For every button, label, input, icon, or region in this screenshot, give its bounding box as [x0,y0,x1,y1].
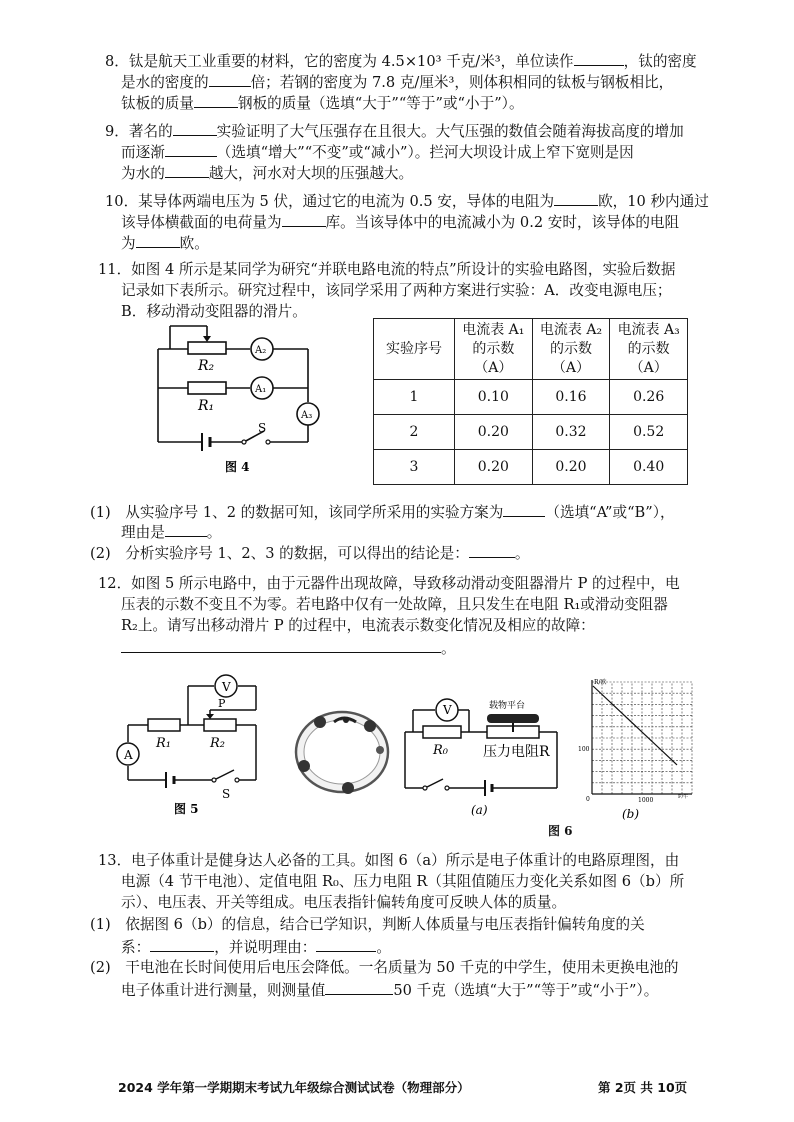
q10-blank2[interactable] [282,212,326,227]
q13-blank3[interactable] [325,980,393,995]
figure-5-circuit [110,670,290,820]
q13-sub2-line1: (2) 干电池在长时间使用后电压会降低。一名质量为 50 千克的中学生，使用未更换电池的 [90,959,679,976]
scale-photo-image [290,700,400,800]
q11-sub1-line1: (1) 从实验序号 1、2 的数据可知，该同学所采用的实验方案为 （选填“A”或“B”）， [90,504,675,521]
q11-sub1-line2: 理由是 。 [121,524,222,541]
q13-line2: 电源（4 节干电池）、定值电阻 R₀、压力电阻 R（其阻值随压力变化关系如图 6（b）所 [121,873,685,890]
table-row: 2 0.20 0.32 0.52 [374,415,688,450]
q11-blank3[interactable] [469,543,515,558]
q10-line2: 该导体横截面的电荷量为 库。当该导体中的电流减小为 0.2 安时，该导体的电阻 [121,214,680,231]
fig6-caption: 图 6 [548,824,573,838]
q8-blank2[interactable] [209,72,251,87]
platform-plate [487,714,539,723]
fig4-a1-label: A₁ [255,384,267,395]
q11-sub2: (2) 分析实验序号 1、2、3 的数据，可以得出的结论是： 。 [90,545,530,562]
q12-answer: 。 [121,638,456,658]
page-number: 第 2页 共 10页 [598,1080,688,1095]
figure-4-circuit [140,318,340,478]
q13-line1: 13．电子体重计是健身达人必备的工具。如图 6（a）所示是电子体重计的电路原理图，由 [98,852,680,869]
fig5-r1-label: R₁ [156,736,171,751]
q12-line2: 压表的示数不变且不为零。若电路中仅有一处故障，且只发生在电阻 R₁或滑动变阻器 [121,596,668,613]
fig6b-origin: 0 [586,796,590,803]
q13-line3: 示）、电压表、开关等组成。电压表指针偏转角度可反映人体的质量。 [121,894,567,911]
table-header-row [374,319,688,380]
q11-line3: B．移动滑动变阻器的滑片。 [121,303,307,320]
q13-blank1[interactable] [150,937,214,952]
q9-blank1[interactable] [173,121,217,136]
q8-blank1[interactable] [574,51,624,66]
fig5-caption: 图 5 [174,802,199,816]
q13-blank2[interactable] [316,937,376,952]
fig4-r2-label: R₂ [198,358,215,374]
q8-line2: 是水的密度的 倍；若钢的密度为 7.8 克/厘米³，则体积相同的钛板与钢板相比， [121,74,674,91]
table-header-cell: 电流表 A₂ 的示数 （A） [532,319,610,380]
q8-line3: 钛板的质量 钢板的质量（选填“大于”“等于”或“小于”）。 [121,95,524,112]
q9-blank2[interactable] [165,142,217,157]
fig5-a-label: A [124,748,133,762]
q11-line2: 记录如下表所示。研究过程中，该同学采用了两种方案进行实验：A．改变电源电压； [121,282,672,299]
fig6b-y-tick: 100 [578,746,590,753]
q12-line1: 12．如图 5 所示电路中，由于元器件出现故障，导致移动滑动变阻器滑片 P 的过程中，电 [98,575,680,592]
fig6-platform-label: 载物平台 [489,701,526,711]
fig4-a2-label: A₂ [255,345,267,356]
fig6-b-label: (b) [622,807,640,821]
fig5-r2-label: R₂ [210,736,225,751]
table-row: 3 0.20 0.20 0.40 [374,450,688,485]
fig4-caption: 图 4 [225,460,250,474]
q12-line3: R₂上。请写出移动滑片 P 的过程中，电流表示数变化情况及相应的故障： [121,617,595,634]
q10-blank3[interactable] [136,233,180,248]
q11-line1: 11．如图 4 所示是某同学为研究“并联电路电流的特点”所设计的实验电路图，实验后数据 [98,261,676,278]
fig6b-x-tick: 1000 [638,797,654,804]
fig6-v-label: V [443,703,452,717]
fig5-v-label: V [222,680,231,694]
resistance-force-line [593,686,677,765]
fig4-a3-label: A₃ [301,410,313,421]
q9-blank3[interactable] [165,163,209,178]
q11-blank1[interactable] [503,502,545,517]
q9-line2: 而逐渐 （选填“增大”“不变”或“减小”）。拦河大坝设计成上窄下宽则是因 [121,144,634,161]
figure-6a-circuit [395,690,575,820]
q10-line3: 为 欧。 [121,235,209,252]
fig6b-y-axis-label: R/欧 [594,679,607,686]
fig6-a-label: (a) [471,803,488,817]
q12-blank[interactable] [121,638,441,653]
q9-line1: 9．著名的 实验证明了大气压强存在且很大。大气压强的数值会随着海拔高度的增加 [105,123,684,140]
fig6-r0-label: R₀ [433,743,448,758]
figure-6b-graph [578,672,700,824]
slider-arrow-icon [203,336,211,342]
q8-blank3[interactable] [194,93,238,108]
table-header-cell: 电流表 A₁ 的示数 （A） [455,319,533,380]
fig4-r1-label: R₁ [198,398,215,414]
q9-line3: 为水的 越大，河水对大坝的压强越大。 [121,165,414,182]
data-table [373,318,688,485]
fig5-s-label: S [222,787,231,801]
exam-title-footer: 2024 学年第一学期期末考试九年级综合测试试卷（物理部分） [118,1080,470,1095]
q13-sub1-line1: (1) 依据图 6（b）的信息，结合已学知识，判断人体质量与电压表指针偏转角度的关 [90,916,645,933]
q13-sub2-line2: 电子体重计进行测量，则测量值 50 千克（选填“大于”“等于”或“小于”）。 [121,982,659,999]
fig6-pressure-resistor-label: 压力电阻R [483,744,550,760]
fig4-s-label: S [258,421,267,435]
fig5-p-label: P [218,697,226,710]
fig6b-x-axis-label: F/牛 [678,794,689,800]
table-header-cell: 电流表 A₃ 的示数 （A） [610,319,688,380]
table-header-cell: 实验序号 [374,319,455,380]
table-row: 1 0.10 0.16 0.26 [374,380,688,415]
q10-blank1[interactable] [554,191,598,206]
q8-line1: 8．钛是航天工业重要的材料，它的密度为 4.5×10³ 千克/米³，单位读作 ，钛的密度 [105,53,697,70]
q11-blank2[interactable] [165,522,207,537]
q10-line1: 10．某导体两端电压为 5 伏，通过它的电流为 0.5 安，导体的电阻为 欧，10 秒内通过 [105,193,709,210]
q13-sub1-line2: 系： ，并说明理由： 。 [121,939,391,956]
